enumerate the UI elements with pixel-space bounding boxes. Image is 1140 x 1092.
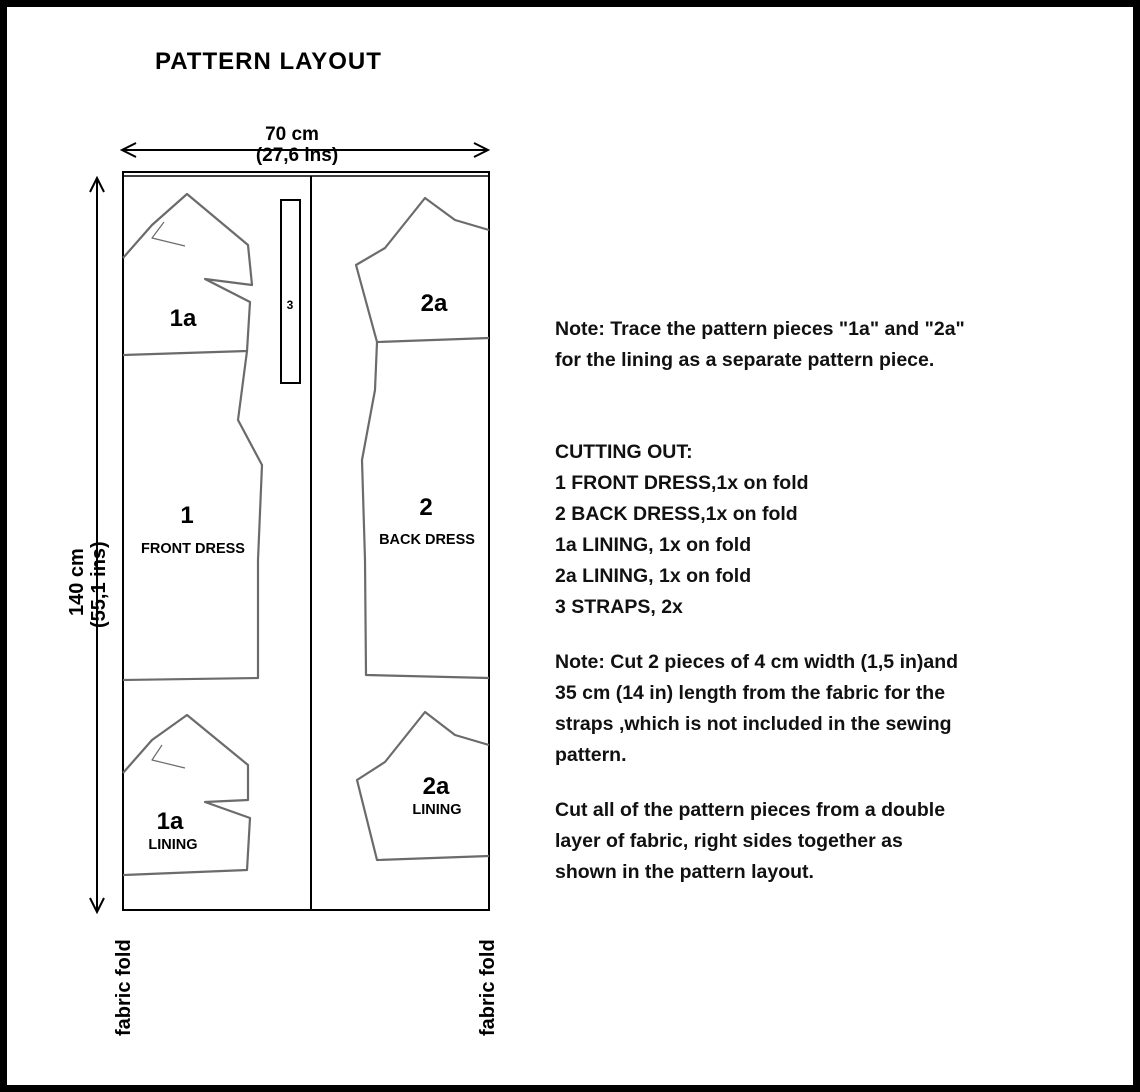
cutting-item: 1 FRONT DRESS,1x on fold: [555, 472, 809, 494]
piece-1a-lining-label: 1a: [156, 808, 184, 835]
piece-2-name: BACK DRESS: [379, 532, 475, 548]
piece-1a-label: 1a: [169, 305, 197, 332]
cutting-item: 1a LINING, 1x on fold: [555, 534, 752, 556]
page-title: PATTERN LAYOUT: [155, 48, 382, 75]
cutting-out-list: [555, 437, 809, 623]
note-line: 35 cm (14 in) length from the fabric for the: [555, 682, 946, 704]
piece-1a-lining-dart: [152, 745, 185, 768]
cutting-heading: CUTTING OUT:: [555, 441, 693, 463]
piece-2a-lining-name: LINING: [412, 802, 462, 818]
note-line: Note: Cut 2 pieces of 4 cm width (1,5 in)and: [555, 651, 959, 673]
note-line: straps ,which is not included in the sewing: [555, 713, 952, 735]
note-line: Note: Trace the pattern pieces "1a" and "2a": [555, 318, 965, 340]
piece-1-number: 1: [180, 502, 194, 529]
note-line: layer of fabric, right sides together as: [555, 830, 903, 852]
cutting-item: 2a LINING, 1x on fold: [555, 565, 752, 587]
note-double-layer: [555, 795, 945, 888]
cutting-item: 3 STRAPS, 2x: [555, 596, 683, 618]
note-line: for the lining as a separate pattern piece.: [555, 349, 935, 371]
piece-1a-dart: [152, 222, 185, 246]
piece-2a-lining-label: 2a: [422, 773, 450, 800]
piece-2a-outline: [356, 198, 489, 342]
piece-1a-lining-name: LINING: [148, 837, 198, 853]
cutting-item: 2 BACK DRESS,1x on fold: [555, 503, 798, 525]
note-straps: [555, 647, 958, 771]
width-label: 70 cm: [265, 124, 319, 145]
note-line: Cut all of the pattern pieces from a double: [555, 799, 946, 821]
piece-1-name: FRONT DRESS: [141, 541, 245, 557]
fabric-fold-left-label: fabric fold: [113, 939, 135, 1036]
piece-3-label: 3: [286, 298, 294, 312]
height-label-ins: (55,1 ins): [88, 541, 110, 628]
strap-piece-3: [281, 200, 300, 383]
height-label: 140 cm: [66, 548, 88, 616]
note-trace-lining: [555, 314, 965, 376]
note-line: shown in the pattern layout.: [555, 861, 814, 883]
width-label-ins: (27,6 ins): [255, 145, 339, 166]
fabric-fold-right-label: fabric fold: [477, 939, 499, 1036]
piece-2-number: 2: [419, 494, 433, 521]
piece-2a-label: 2a: [420, 290, 448, 317]
note-line: pattern.: [555, 744, 627, 766]
